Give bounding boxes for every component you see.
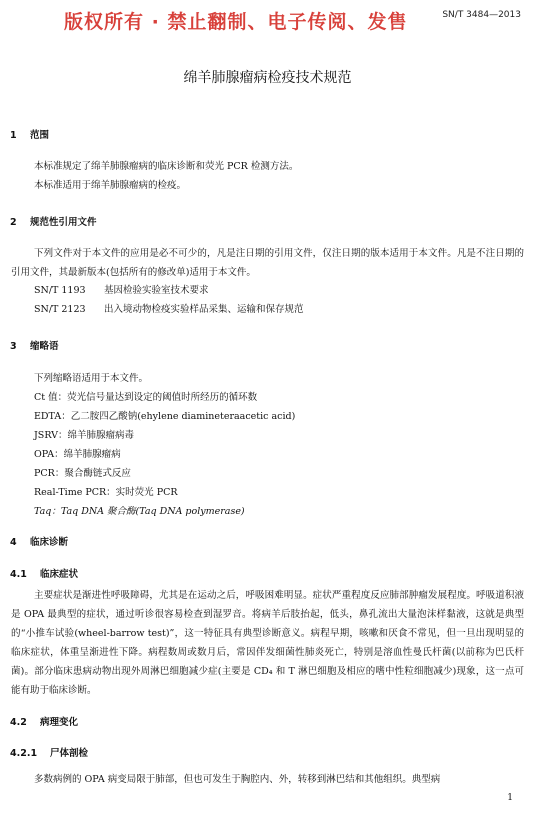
abbreviation-item: OPA：绵羊肺腺瘤病	[34, 449, 121, 460]
subsection-4-2-1-heading	[10, 745, 88, 759]
document-title: 绵羊肺腺瘤病检疫技术规范	[183, 70, 352, 86]
standard-number: SN/T 3484—2013	[442, 10, 521, 20]
section-title: 临床症状	[40, 569, 79, 580]
section-number: 4.2.1	[10, 748, 38, 759]
abbreviation-item: JSRV：绵羊肺腺瘤病毒	[34, 430, 134, 441]
section-number: 3	[10, 341, 17, 352]
section-3-heading	[10, 338, 59, 352]
clinical-symptoms-paragraph: 主要症状是渐进性呼吸障碍，尤其是在运动之后，呼吸困难明显。症状严重程度反应肺部肿瘤发展程度。呼吸道积液是 OPA 最典型的症状，通过听诊很容易检查到湿罗音。将病羊后肢抬起，低头，鼻孔流出大量泡沫样黏液，这就是典型的“小推车试验(wheel-barrow test)”，这一特征具有典型诊断意义。病程早期，咳嗽和厌食不常见，但一旦出现明显的临床症状，体重呈渐进性下降。病程数周或数月后，常因伴发细菌性肺炎死亡，特别是溶血性曼氏杆菌(以前称为巴氏杆菌)。部分临床患病动物出现外周淋巴细胞减少症(主要是 CD₄ 和 T 淋巴细胞及相应的嗜中性粒细胞减少)现象，这一点可能有助于临床诊断。	[11, 590, 524, 696]
section-title: 缩略语	[30, 341, 59, 352]
page-number: 1	[507, 793, 513, 803]
abbreviation-item: Real-Time PCR：实时荧光 PCR	[34, 487, 178, 498]
section-title: 范围	[30, 130, 50, 141]
section-number: 4.2	[10, 717, 27, 728]
section-2-heading	[10, 214, 97, 228]
abbreviation-item: PCR：聚合酶链式反应	[34, 468, 131, 479]
reference-item	[34, 301, 304, 319]
section-1-paragraph-2: 本标准适用于绵羊肺腺瘤病的检疫。	[34, 180, 187, 191]
section-2-intro: 下列文件对于本文件的应用是必不可少的，凡是注日期的引用文件，仅注日期的版本适用于本文件。凡是不注日期的引用文件，其最新版本(包括所有的修改单)适用于本文件。	[11, 248, 524, 278]
abbreviation-item: Ct 值：荧光信号量达到设定的阈值时所经历的循环数	[34, 392, 258, 403]
section-1-heading	[10, 127, 49, 141]
abbreviation-item: Taq：Taq DNA 聚合酶(Taq DNA polymerase)	[34, 506, 245, 517]
section-3-intro: 下列缩略语适用于本文件。	[34, 373, 149, 384]
section-1-paragraph-1: 本标准规定了绵羊肺腺瘤病的临床诊断和荧光 PCR 检测方法。	[34, 161, 299, 172]
section-title: 临床诊断	[30, 537, 69, 548]
subsection-4-2-heading	[10, 714, 78, 728]
section-title: 尸体剖检	[50, 748, 89, 759]
reference-item	[34, 282, 209, 300]
reference-code: SN/T 2123	[34, 304, 86, 315]
abbreviation-item: EDTA：乙二胺四乙酸钠(ehylene diamineteraacetic acid)	[34, 411, 296, 422]
section-title: 规范性引用文件	[30, 217, 97, 228]
section-number: 4	[10, 537, 17, 548]
reference-code: SN/T 1193	[34, 285, 86, 296]
reference-title: 出入境动物检疫实验样品采集、运输和保存规范	[104, 304, 304, 315]
section-number: 4.1	[10, 569, 27, 580]
section-number: 2	[10, 217, 17, 228]
subsection-4-1-heading	[10, 566, 78, 580]
section-4-heading	[10, 534, 68, 548]
autopsy-paragraph: 多数病例的 OPA 病变局限于肺部，但也可发生于胸腔内、外，转移到淋巴结和其他组织。典型病	[34, 774, 441, 785]
section-number: 1	[10, 130, 17, 141]
reference-title: 基因检验实验室技术要求	[104, 285, 209, 296]
copyright-watermark: 版权所有 · 禁止翻制、电子传阅、发售	[64, 11, 408, 33]
section-title: 病理变化	[40, 717, 79, 728]
